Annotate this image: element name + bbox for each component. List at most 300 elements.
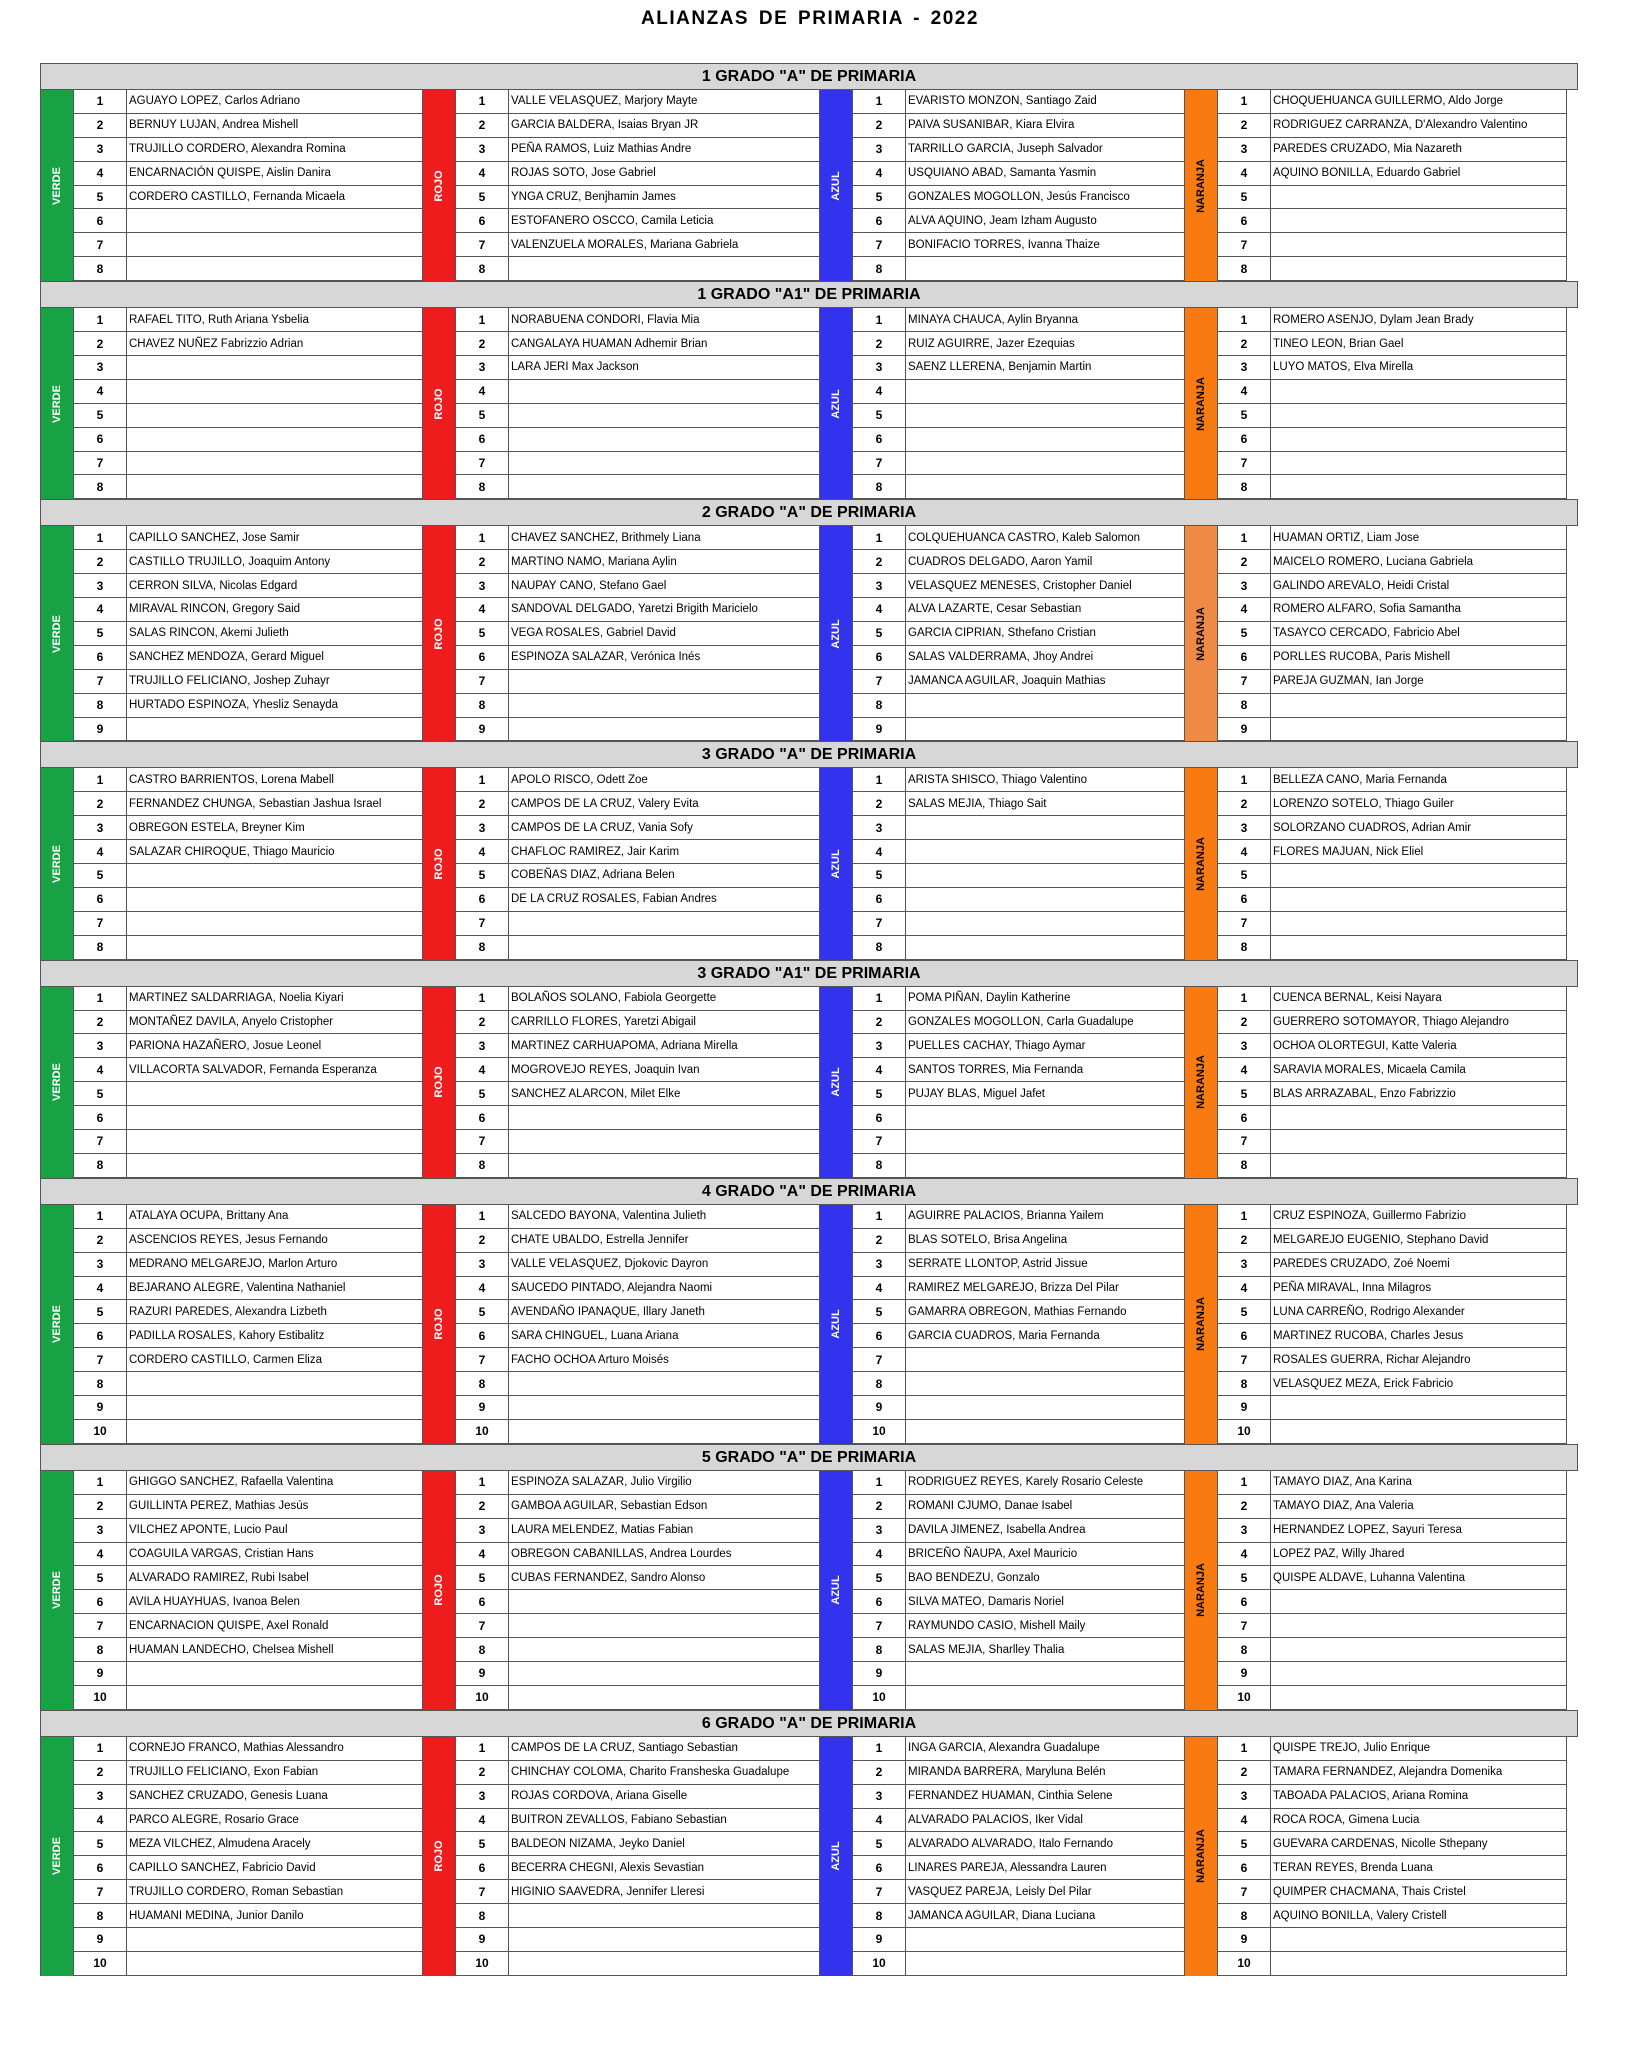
member-name: VALENZUELA MORALES, Mariana Gabriela: [509, 233, 820, 256]
member-number: 9: [74, 1928, 127, 1951]
member-row: [1218, 1832, 1567, 1856]
member-row: [1218, 1082, 1567, 1106]
member-name: [1271, 209, 1567, 232]
member-number: 10: [74, 1686, 127, 1709]
member-row: [74, 209, 423, 233]
grade-section-title: 3 GRADO "A1" DE PRIMARIA: [40, 960, 1578, 986]
member-name: MAICELO ROMERO, Luciana Gabriela: [1271, 550, 1567, 573]
member-number: 6: [456, 209, 509, 232]
member-row: [1218, 1952, 1567, 1976]
team-verde: [41, 987, 423, 1178]
member-number: 7: [74, 912, 127, 935]
member-row: [456, 1154, 820, 1178]
team-naranja: [1185, 526, 1567, 741]
member-number: 7: [853, 1614, 906, 1637]
team-label: AZUL: [830, 170, 842, 201]
team-naranja: [1185, 1737, 1567, 1976]
member-row: [456, 257, 820, 281]
member-number: 4: [456, 1277, 509, 1300]
member-name: SILVA MATEO, Damaris Noriel: [906, 1590, 1185, 1613]
member-row: [1218, 332, 1567, 356]
member-row: [456, 694, 820, 718]
member-row: [853, 550, 1185, 574]
team-rojo: [423, 768, 820, 959]
member-row: [1218, 1396, 1567, 1420]
member-row: [853, 1638, 1185, 1662]
team-azul: [820, 1737, 1185, 1976]
grade-section: [40, 1710, 1578, 1976]
member-number: 3: [853, 574, 906, 597]
team-color-band: [820, 90, 853, 281]
member-number: 8: [1218, 1372, 1271, 1395]
member-name: VELASQUEZ MENESES, Cristopher Daniel: [906, 574, 1185, 597]
member-name: [127, 380, 423, 403]
member-name: TAMARA FERNANDEZ, Alejandra Domenika: [1271, 1761, 1567, 1784]
member-row: [1218, 114, 1567, 138]
member-number: 8: [853, 1372, 906, 1395]
member-name: [509, 428, 820, 451]
member-number: 6: [853, 209, 906, 232]
member-list: [853, 1205, 1185, 1444]
member-row: [74, 912, 423, 936]
member-name: APOLO RISCO, Odett Zoe: [509, 768, 820, 791]
member-row: [853, 574, 1185, 598]
member-row: [853, 1904, 1185, 1928]
member-row: [1218, 1106, 1567, 1130]
member-name: MIRANDA BARRERA, Maryluna Belén: [906, 1761, 1185, 1784]
member-name: [509, 1372, 820, 1395]
team-label: AZUL: [830, 1067, 842, 1097]
member-number: 1: [456, 1205, 509, 1228]
member-name: [127, 356, 423, 379]
team-verde: [41, 768, 423, 959]
member-name: OBREGON CABANILLAS, Andrea Lourdes: [509, 1543, 820, 1566]
member-row: [853, 622, 1185, 646]
member-list: [456, 526, 820, 741]
team-label: VERDE: [51, 384, 63, 423]
member-name: ROMANI CJUMO, Danae Isabel: [906, 1495, 1185, 1518]
member-row: [74, 526, 423, 550]
member-name: TRUJILLO CORDERO, Roman Sebastian: [127, 1880, 423, 1903]
member-row: [853, 1614, 1185, 1638]
member-number: 1: [1218, 1737, 1271, 1760]
member-row: [456, 1662, 820, 1686]
member-row: [1218, 356, 1567, 380]
member-number: 6: [74, 428, 127, 451]
member-number: 4: [74, 840, 127, 863]
member-name: SALAZAR CHIROQUE, Thiago Mauricio: [127, 840, 423, 863]
member-list: [456, 987, 820, 1178]
grade-section: [40, 960, 1578, 1178]
team-color-band: [423, 1737, 456, 1976]
member-row: [1218, 1058, 1567, 1082]
member-name: CASTRO BARRIENTOS, Lorena Mabell: [127, 768, 423, 791]
member-number: 2: [853, 1761, 906, 1784]
member-name: BAO BENDEZU, Gonzalo: [906, 1566, 1185, 1589]
member-name: CAPILLO SANCHEZ, Jose Samir: [127, 526, 423, 549]
member-name: GONZALES MOGOLLON, Jesús Francisco: [906, 186, 1185, 209]
member-name: SANCHEZ MENDOZA, Gerard Miguel: [127, 646, 423, 669]
member-row: [74, 1543, 423, 1567]
member-row: [456, 356, 820, 380]
member-number: 3: [853, 1253, 906, 1276]
member-number: 5: [456, 1082, 509, 1105]
member-row: [456, 1880, 820, 1904]
member-number: 2: [74, 1229, 127, 1252]
member-number: 6: [74, 1856, 127, 1879]
member-row: [853, 1952, 1185, 1976]
member-row: [74, 1495, 423, 1519]
member-name: [509, 1638, 820, 1661]
team-azul: [820, 308, 1185, 499]
member-number: 5: [456, 1566, 509, 1589]
member-number: 1: [853, 1205, 906, 1228]
member-number: 6: [1218, 646, 1271, 669]
member-name: MARTINEZ RUCOBA, Charles Jesus: [1271, 1324, 1567, 1347]
member-number: 8: [74, 1638, 127, 1661]
member-name: COLQUEHUANCA CASTRO, Kaleb Salomon: [906, 526, 1185, 549]
team-color-band: [41, 987, 74, 1178]
member-row: [1218, 257, 1567, 281]
member-row: [853, 768, 1185, 792]
member-number: 4: [853, 840, 906, 863]
member-name: [1271, 1662, 1567, 1685]
member-number: 8: [1218, 475, 1271, 498]
member-row: [74, 1205, 423, 1229]
member-row: [1218, 646, 1567, 670]
member-name: RODRIGUEZ CARRANZA, D'Alexandro Valentino: [1271, 114, 1567, 137]
member-name: TAMAYO DIAZ, Ana Valeria: [1271, 1495, 1567, 1518]
member-name: [906, 475, 1185, 498]
member-number: 6: [853, 1106, 906, 1129]
team-azul: [820, 90, 1185, 281]
member-name: [906, 936, 1185, 959]
member-name: [127, 1952, 423, 1975]
member-name: [906, 1348, 1185, 1371]
member-name: LOPEZ PAZ, Willy Jhared: [1271, 1543, 1567, 1566]
member-row: [456, 1277, 820, 1301]
member-name: [1271, 1154, 1567, 1177]
grade-section-title: 6 GRADO "A" DE PRIMARIA: [40, 1710, 1578, 1736]
member-list: [74, 308, 423, 499]
member-number: 1: [456, 1471, 509, 1494]
member-number: 9: [456, 1396, 509, 1419]
member-number: 5: [74, 864, 127, 887]
member-number: 1: [74, 1737, 127, 1760]
member-number: 6: [1218, 1106, 1271, 1129]
member-row: [1218, 598, 1567, 622]
member-name: [509, 1928, 820, 1951]
member-number: 10: [74, 1420, 127, 1443]
member-name: MONTAÑEZ DAVILA, Anyelo Cristopher: [127, 1011, 423, 1034]
member-name: LARA JERI Max Jackson: [509, 356, 820, 379]
member-number: 3: [74, 1519, 127, 1542]
member-number: 6: [74, 646, 127, 669]
member-row: [74, 1809, 423, 1833]
grade-section-body: [40, 767, 1578, 959]
member-name: AGUIRRE PALACIOS, Brianna Yailem: [906, 1205, 1185, 1228]
member-list: [456, 1205, 820, 1444]
member-name: TERAN REYES, Brenda Luana: [1271, 1856, 1567, 1879]
member-number: 5: [456, 864, 509, 887]
member-row: [456, 1809, 820, 1833]
member-name: [906, 404, 1185, 427]
member-name: [1271, 428, 1567, 451]
member-name: [906, 1396, 1185, 1419]
member-row: [1218, 1154, 1567, 1178]
member-number: 1: [853, 1471, 906, 1494]
member-number: 1: [1218, 768, 1271, 791]
member-row: [456, 768, 820, 792]
member-row: [456, 840, 820, 864]
member-row: [456, 646, 820, 670]
member-row: [456, 162, 820, 186]
member-number: 8: [456, 1154, 509, 1177]
member-name: ENCARNACION QUISPE, Axel Ronald: [127, 1614, 423, 1637]
member-name: QUIMPER CHACMANA, Thais Cristel: [1271, 1880, 1567, 1903]
member-row: [853, 186, 1185, 210]
member-number: 7: [853, 1880, 906, 1903]
team-color-band: [1185, 308, 1218, 499]
member-name: [906, 1130, 1185, 1153]
member-name: CAPILLO SANCHEZ, Fabricio David: [127, 1856, 423, 1879]
member-name: RAFAEL TITO, Ruth Ariana Ysbelia: [127, 308, 423, 331]
member-number: 4: [456, 598, 509, 621]
member-number: 3: [456, 356, 509, 379]
team-color-band: [423, 308, 456, 499]
member-row: [1218, 475, 1567, 499]
member-name: [1271, 1686, 1567, 1709]
member-number: 6: [1218, 209, 1271, 232]
member-name: TARRILLO GARCIA, Juseph Salvador: [906, 138, 1185, 161]
member-row: [853, 380, 1185, 404]
member-number: 10: [853, 1686, 906, 1709]
member-row: [1218, 380, 1567, 404]
member-row: [74, 987, 423, 1011]
member-number: 5: [1218, 404, 1271, 427]
member-row: [1218, 1011, 1567, 1035]
member-number: 4: [1218, 1058, 1271, 1081]
member-name: [509, 452, 820, 475]
member-number: 2: [456, 1761, 509, 1784]
member-name: ENCARNACIÓN QUISPE, Aislin Danira: [127, 162, 423, 185]
member-number: 9: [1218, 1396, 1271, 1419]
member-row: [74, 1471, 423, 1495]
member-row: [456, 1420, 820, 1444]
member-row: [853, 1058, 1185, 1082]
member-name: BLAS ARRAZABAL, Enzo Fabrizzio: [1271, 1082, 1567, 1105]
member-row: [1218, 1034, 1567, 1058]
member-number: 2: [1218, 1011, 1271, 1034]
member-number: 3: [456, 1785, 509, 1808]
member-name: [509, 936, 820, 959]
member-row: [456, 1686, 820, 1710]
member-number: 6: [74, 888, 127, 911]
member-number: 3: [456, 574, 509, 597]
member-row: [74, 1130, 423, 1154]
member-row: [456, 526, 820, 550]
member-number: 7: [456, 1880, 509, 1903]
member-row: [1218, 1737, 1567, 1761]
member-number: 2: [456, 792, 509, 815]
member-number: 5: [1218, 1082, 1271, 1105]
member-number: 3: [456, 138, 509, 161]
member-row: [853, 452, 1185, 476]
member-name: LUNA CARREÑO, Rodrigo Alexander: [1271, 1300, 1567, 1323]
member-row: [853, 987, 1185, 1011]
member-row: [853, 1761, 1185, 1785]
member-row: [456, 1011, 820, 1035]
member-number: 1: [853, 768, 906, 791]
member-name: JAMANCA AGUILAR, Diana Luciana: [906, 1904, 1185, 1927]
grade-section: [40, 281, 1578, 499]
member-name: [127, 888, 423, 911]
member-name: CUBAS FERNANDEZ, Sandro Alonso: [509, 1566, 820, 1589]
member-name: HUAMAN ORTIZ, Liam Jose: [1271, 526, 1567, 549]
member-name: SALCEDO BAYONA, Valentina Julieth: [509, 1205, 820, 1228]
member-number: 3: [1218, 1785, 1271, 1808]
grade-section-title: 1 GRADO "A" DE PRIMARIA: [40, 63, 1578, 89]
member-number: 7: [1218, 1614, 1271, 1637]
team-color-band: [820, 768, 853, 959]
member-number: 2: [1218, 1229, 1271, 1252]
member-number: 2: [74, 1761, 127, 1784]
member-row: [74, 1856, 423, 1880]
member-number: 7: [456, 452, 509, 475]
member-number: 4: [456, 162, 509, 185]
member-name: PORLLES RUCOBA, Paris Mishell: [1271, 646, 1567, 669]
member-row: [853, 1034, 1185, 1058]
team-label: NARANJA: [1195, 376, 1207, 431]
member-name: CUENCA BERNAL, Keisi Nayara: [1271, 987, 1567, 1010]
member-name: HUAMANI MEDINA, Junior Danilo: [127, 1904, 423, 1927]
member-number: 8: [853, 257, 906, 280]
member-number: 8: [1218, 1904, 1271, 1927]
member-number: 9: [74, 718, 127, 741]
member-number: 9: [853, 1928, 906, 1951]
member-number: 8: [1218, 1154, 1271, 1177]
member-name: [509, 1952, 820, 1975]
member-row: [74, 1348, 423, 1372]
member-name: [509, 1590, 820, 1613]
member-row: [1218, 768, 1567, 792]
member-row: [74, 1928, 423, 1952]
member-name: BONIFACIO TORRES, Ivanna Thaize: [906, 233, 1185, 256]
member-number: 1: [1218, 1471, 1271, 1494]
team-azul: [820, 526, 1185, 741]
member-name: ARISTA SHISCO, Thiago Valentino: [906, 768, 1185, 791]
member-list: [853, 308, 1185, 499]
member-number: 1: [456, 768, 509, 791]
team-color-band: [1185, 768, 1218, 959]
member-row: [853, 1205, 1185, 1229]
member-row: [1218, 428, 1567, 452]
member-number: 5: [74, 1832, 127, 1855]
member-name: OBREGON ESTELA, Breyner Kim: [127, 816, 423, 839]
member-list: [1218, 987, 1567, 1178]
member-row: [456, 1856, 820, 1880]
member-number: 10: [853, 1952, 906, 1975]
member-number: 3: [853, 138, 906, 161]
member-row: [853, 1566, 1185, 1590]
member-number: 5: [853, 186, 906, 209]
member-number: 5: [853, 864, 906, 887]
member-number: 7: [1218, 912, 1271, 935]
member-name: CHATE UBALDO, Estrella Jennifer: [509, 1229, 820, 1252]
member-number: 8: [74, 257, 127, 280]
member-row: [853, 1253, 1185, 1277]
member-row: [1218, 1253, 1567, 1277]
member-number: 1: [456, 1737, 509, 1760]
member-row: [1218, 574, 1567, 598]
member-number: 9: [456, 718, 509, 741]
member-list: [1218, 526, 1567, 741]
member-name: GAMBOA AGUILAR, Sebastian Edson: [509, 1495, 820, 1518]
member-name: TABOADA PALACIOS, Ariana Romina: [1271, 1785, 1567, 1808]
member-name: SAUCEDO PINTADO, Alejandra Naomi: [509, 1277, 820, 1300]
member-name: [1271, 718, 1567, 741]
member-number: 2: [1218, 792, 1271, 815]
member-name: [1271, 864, 1567, 887]
team-color-band: [423, 1471, 456, 1710]
member-number: 9: [853, 1662, 906, 1685]
member-number: 4: [74, 1809, 127, 1832]
member-row: [74, 1058, 423, 1082]
member-number: 6: [1218, 1324, 1271, 1347]
member-name: [1271, 1952, 1567, 1975]
member-name: [1271, 404, 1567, 427]
member-list: [1218, 308, 1567, 499]
member-list: [74, 526, 423, 741]
member-row: [853, 670, 1185, 694]
team-label: ROJO: [433, 388, 445, 420]
member-number: 4: [74, 380, 127, 403]
grade-section: [40, 1444, 1578, 1710]
team-color-band: [41, 526, 74, 741]
member-list: [1218, 1471, 1567, 1710]
team-color-band: [423, 90, 456, 281]
member-name: [1271, 1396, 1567, 1419]
member-name: GAMARRA OBREGON, Mathias Fernando: [906, 1300, 1185, 1323]
member-row: [74, 1519, 423, 1543]
member-number: 4: [74, 162, 127, 185]
member-list: [74, 987, 423, 1178]
member-name: [906, 864, 1185, 887]
team-verde: [41, 90, 423, 281]
member-number: 8: [456, 475, 509, 498]
grade-section-title: 2 GRADO "A" DE PRIMARIA: [40, 499, 1578, 525]
member-row: [456, 1928, 820, 1952]
member-number: 7: [74, 670, 127, 693]
member-row: [853, 1396, 1185, 1420]
member-name: [509, 718, 820, 741]
member-row: [1218, 670, 1567, 694]
member-number: 9: [456, 1928, 509, 1951]
member-number: 8: [853, 475, 906, 498]
member-row: [74, 694, 423, 718]
member-name: COAGUILA VARGAS, Cristian Hans: [127, 1543, 423, 1566]
member-name: MARTINEZ CARHUAPOMA, Adriana Mirella: [509, 1034, 820, 1057]
member-number: 2: [74, 1495, 127, 1518]
member-row: [456, 1348, 820, 1372]
member-number: 3: [1218, 1034, 1271, 1057]
member-row: [74, 332, 423, 356]
member-row: [456, 1761, 820, 1785]
member-name: [509, 1106, 820, 1129]
member-row: [74, 114, 423, 138]
member-number: 9: [1218, 1928, 1271, 1951]
member-name: HURTADO ESPINOZA, Yhesliz Senayda: [127, 694, 423, 717]
